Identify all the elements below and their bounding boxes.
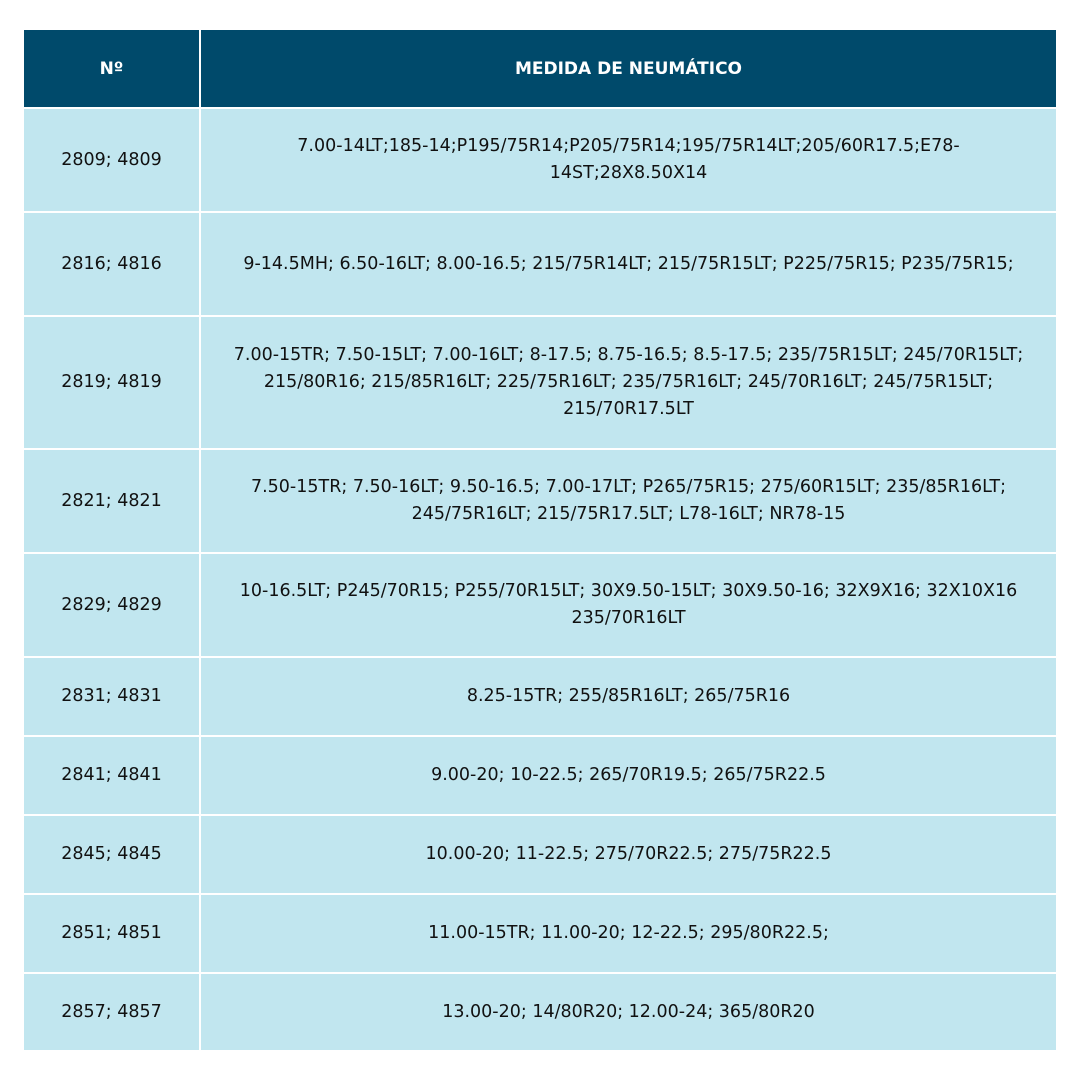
row-sizes-cell: 8.25-15TR; 255/85R16LT; 265/75R16 [200,657,1056,736]
table-row [24,736,1056,815]
row-number-cell: 2845; 4845 [24,815,200,894]
row-number-cell: 2809; 4809 [24,108,200,212]
row-sizes-cell: 9-14.5MH; 6.50-16LT; 8.00-16.5; 215/75R14LT; 215/75R15LT; P225/75R15; P235/75R15; [200,212,1056,316]
table-row [24,108,1056,212]
table-row [24,212,1056,316]
table-header-row [24,30,1056,108]
row-number-cell: 2857; 4857 [24,973,200,1050]
table-row [24,973,1056,1050]
row-number-cell: 2829; 4829 [24,553,200,657]
row-sizes-cell: 7.00-15TR; 7.50-15LT; 7.00-16LT; 8-17.5; 8.75-16.5; 8.5-17.5; 235/75R15LT; 245/70R15LT; 215/80R16; 215/85R16LT; 225/75R16LT; 235/75R16LT; 245/70R16LT; 245/75R15LT; 215/70R17.5LT [200,316,1056,449]
table-row [24,316,1056,449]
table-row [24,449,1056,553]
row-number-cell: 2816; 4816 [24,212,200,316]
row-sizes-cell: 11.00-15TR; 11.00-20; 12-22.5; 295/80R22.5; [200,894,1056,973]
row-number-cell: 2831; 4831 [24,657,200,736]
tire-size-table [24,30,1056,1050]
row-sizes-cell: 7.00-14LT;185-14;P195/75R14;P205/75R14;195/75R14LT;205/60R17.5;E78- 14ST;28X8.50X14 [200,108,1056,212]
row-sizes-cell: 9.00-20; 10-22.5; 265/70R19.5; 265/75R22.5 [200,736,1056,815]
table-row [24,894,1056,973]
table-row [24,815,1056,894]
row-number-cell: 2821; 4821 [24,449,200,553]
table-row [24,657,1056,736]
row-number-cell: 2851; 4851 [24,894,200,973]
row-number-cell: 2841; 4841 [24,736,200,815]
row-sizes-cell: 10-16.5LT; P245/70R15; P255/70R15LT; 30X9.50-15LT; 30X9.50-16; 32X9X16; 32X10X16 235/70R16LT [200,553,1056,657]
row-sizes-cell: 10.00-20; 11-22.5; 275/70R22.5; 275/75R22.5 [200,815,1056,894]
table-row [24,553,1056,657]
row-sizes-cell: 7.50-15TR; 7.50-16LT; 9.50-16.5; 7.00-17LT; P265/75R15; 275/60R15LT; 235/85R16LT; 245/75R16LT; 215/75R17.5LT; L78-16LT; NR78-15 [200,449,1056,553]
row-sizes-cell: 13.00-20; 14/80R20; 12.00-24; 365/80R20 [200,973,1056,1050]
column-header-tire-size: MEDIDA DE NEUMÁTICO [200,30,1056,108]
column-header-number: Nº [24,30,200,108]
row-number-cell: 2819; 4819 [24,316,200,449]
